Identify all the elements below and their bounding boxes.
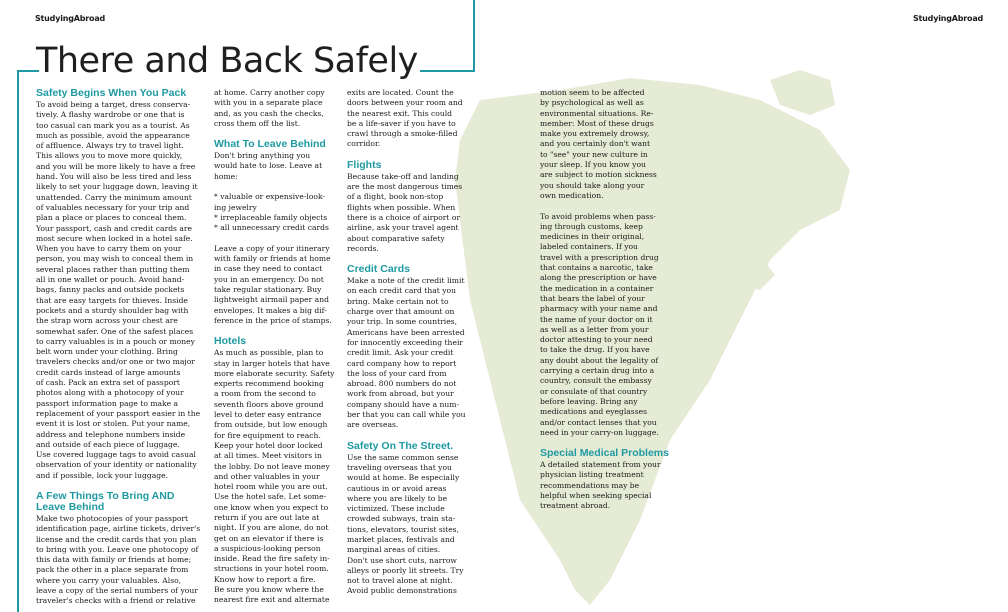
section-body: To avoid being a target, dress conserva- tively. A flashy wardrobe or one that is too casual can mark you as a tourist. As much as possible, avoid the appearance of affluence. Always try to travel light. This allows you to move more quickly, and you will be more likely to have a free hand. You will also be less tired and less likely to set your luggage down, leaving it unattended. Carry the minimum amount of valuables necessary for your trip and plan a place or places to conceal them. Your passport, cash and credit cards are most secure when locked in a hotel safe. When you have to carry them on your person, you may wish to conceal them in several places rather than putting them all in one wallet or pouch. Avoid hand- bags, fanny packs and outside pockets that are easy targets for thieves. Inside pockets and a sturdy shoulder bag with the strap worn across your chest are somewhat safer. One of the safest places to carry valuables is in a pouch or money belt worn under your clothing. Bring travelers checks and/or one or two major credit cards instead of large amounts of cash. Pack an extra set of passport photos along with a photocopy of your passport information page to make a replacement of your passport easier in the event it is lost or stolen. Put your name, address and telephone numbers inside and outside of each piece of luggage. Use covered luggage tags to avoid casual observation of your identity or nationality and if possible, lock your luggage.: [36, 100, 201, 480]
article-column-3: [347, 88, 497, 597]
section-heading: Hotels: [214, 335, 247, 348]
section-body: Make a note of the credit limit on each credit card that you bring. Make certain not to charge over that amount on your trip. In some countries, Americans have been arrested for innocently exceeding their credit limit. Ask your credit card company how to report the loss of your card from abroad. 800 numbers do not work from abroad, but your company should have a num- ber that you can call while you are overseas.: [347, 276, 466, 430]
section-body: motion seem to be affected by psychological as well as environmental situations. Re- member: Most of these drugs make you extremely drowsy, and you certainly don't want to "see" your new culture in your sleep. If you know you are subject to motion sickness you should take along your own medication. To avoid problems when pass- ing through customs, keep medicines in their original, labeled containers. If you travel with a prescription drug that contains a narcotic, take along the prescription or have the medication in a container that bears the label of your pharmacy with your name and the name of your doctor on it as well as a letter from your doctor attesting to your need to take the drug. If you have any doubt about the legality of carrying a certain drug into a country, consult the embassy or consulate of that country before leaving. Bring any medications and eyeglasses and/or contact lenses that you need in your carry-on luggage.: [540, 88, 659, 437]
article-column-2: [214, 88, 364, 606]
map-island: [770, 70, 835, 115]
section-body: Don't bring anything you would hate to lose. Leave at home: * valuable or expensive-look- ing jewelry * irreplaceable family objects * all unnecessary credit cards Leave a copy of your itinerary with family or friends at home in case they need to contact you in an emergency. Do not take regular stationary. Buy lightweight airmail paper and envelopes. It makes a big dif- ference in the price of stamps.: [214, 151, 332, 325]
section-heading: Credit Cards: [347, 263, 411, 276]
brand-logo-right: StudyingAbroad: [913, 14, 984, 23]
section-body: A detailed statement from your physician listing treatment recommendations may be helpful when seeking special treatment abroad.: [540, 460, 661, 511]
section-heading: Flights: [347, 158, 382, 171]
brand-logo-left: StudyingAbroad: [35, 14, 106, 23]
section-body: at home. Carry another copy with you in a separate place and, as you cash the checks, cross them off the list.: [214, 88, 325, 128]
section-body: exits are located. Count the doors between your room and the nearest exit. This could be a life-saver if you have to crawl through a smoke-filled corridor.: [347, 88, 463, 149]
article-column-4: [540, 88, 690, 512]
section-heading: Safety On The Street.: [347, 439, 454, 452]
section-body: Make two photocopies of your passport identification page, airline tickets, driver's license and the credit cards that you plan to bring with you. Leave one photocopy of this data with family or friends at home; pack the other in a place separate from where you carry your valuables. Also, leave a copy of the serial numbers of your traveler's checks with a friend or relative: [36, 513, 201, 606]
section-body: Because take-off and landing are the most dangerous times of a flight, book non-stop flights when possible. When there is a choice of airport or airline, ask your travel agent about comparative safety records.: [347, 171, 463, 253]
section-body: As much as possible, plan to stay in larger hotels that have more elaborate security. Safety experts recommend booking a room from the second to seventh floors above ground level to deter easy entrance from outside, but low enough for fire equipment to reach. Keep your hotel door locked at all times. Meet visitors in the lobby. Do not leave money and other valuables in your hotel room while you are out. Use the hotel safe. Let some- one know when you expect to return if you are out late at night. If you are alone, do not get on an elevator if there is a suspicious-looking person inside. Read the fire safety in- structions in your hotel room. Know how to report a fire. Be sure you know where the nearest fire exit and alternate: [214, 348, 335, 605]
section-heading: Special Medical Problems: [540, 447, 669, 460]
section-heading: What To Leave Behind: [214, 138, 326, 151]
section-body: Use the same common sense traveling overseas that you would at home. Be especially cautious in or avoid areas where you are likely to be victimized. These include crowded subways, train sta- tions, elevators, tourist sites, market places, festivals and marginal areas of cities. Don't use short cuts, narrow alleys or poorly lit streets. Try not to travel alone at night. Avoid public demonstrations: [347, 452, 464, 596]
section-heading: Safety Begins When You Pack: [36, 87, 187, 99]
page-title: There and Back Safely: [36, 41, 418, 81]
section-heading: A Few Things To Bring AND Leave Behind: [36, 489, 175, 513]
article-column-1: [36, 88, 202, 607]
rule-vertical-left: [17, 70, 19, 612]
